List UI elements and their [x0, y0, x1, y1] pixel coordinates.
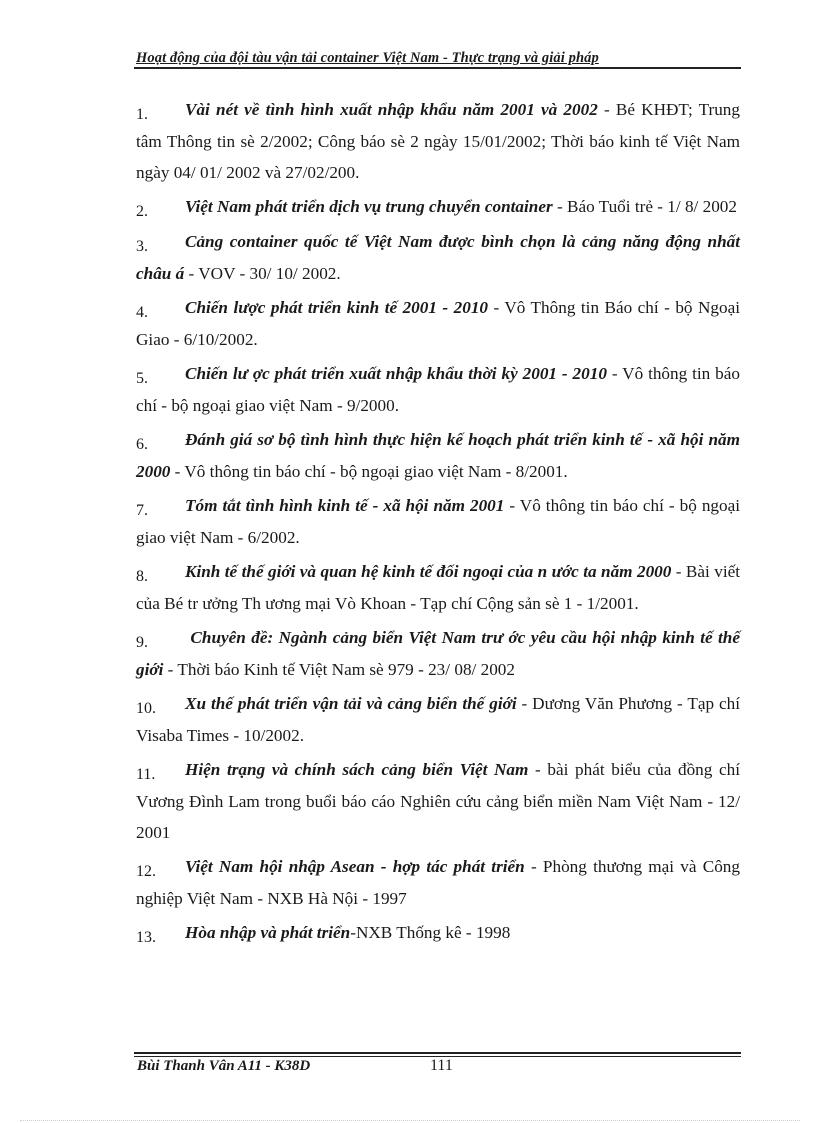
reference-item	[136, 556, 740, 619]
reference-item	[136, 226, 740, 289]
reference-item	[136, 424, 740, 487]
reference-number: 10.	[136, 700, 156, 717]
reference-title: Hiện trạng và chính sách cảng biển Việt Nam	[185, 760, 529, 779]
reference-source: - VOV - 30/ 10/ 2002.	[184, 264, 341, 283]
reference-number: 9.	[136, 634, 148, 651]
reference-title: Kinh tế thế giới và quan hệ kinh tế đối ngoại của n ước ta năm 2000	[185, 562, 672, 581]
reference-item	[136, 917, 740, 949]
reference-number: 13.	[136, 929, 156, 946]
reference-title: Chiến lược phát triển kinh tế 2001 - 2010	[185, 298, 489, 317]
reference-title: Tóm tắt tình hình kinh tế - xã hội năm 2001	[185, 496, 505, 515]
reference-number: 4.	[136, 304, 148, 321]
footer-rule	[134, 1052, 741, 1054]
reference-source: - bài phát biểu của đồng chí Vương Đình Lam trong buổi báo cáo Nghiên cứu cảng biển miền Nam Việt Nam - 12/ 2001	[136, 760, 740, 842]
reference-number: 12.	[136, 863, 156, 880]
reference-item	[136, 851, 740, 914]
reference-number: 5.	[136, 370, 148, 387]
page-number: 111	[430, 1057, 453, 1074]
reference-title: Hòa nhập và phát triển	[185, 923, 351, 942]
reference-source: -NXB Thống kê - 1998	[350, 923, 511, 942]
reference-item	[136, 358, 740, 421]
reference-source: - Phòng thương mại và Công nghiệp Việt Nam - NXB Hà Nội - 1997	[136, 857, 740, 908]
reference-list	[136, 94, 740, 952]
reference-item	[136, 754, 740, 848]
reference-source: - Vô Thông tin Báo chí - bộ Ngoại Giao - 6/10/2002.	[136, 298, 740, 349]
reference-number: 2.	[136, 203, 148, 220]
reference-item	[136, 622, 740, 685]
reference-source: - Vô thông tin báo chí - bộ ngoại giao việt Nam - 6/2002.	[136, 496, 741, 547]
reference-number: 11.	[136, 766, 156, 783]
reference-title: Chuyên đề: Ngành cảng biển Việt Nam trư ớc yêu cầu hội nhập kinh tế thế giới	[136, 628, 740, 679]
reference-number: 7.	[136, 502, 148, 519]
reference-title: Việt Nam hội nhập Asean - hợp tác phát triển	[185, 857, 525, 876]
reference-source: - Thời báo Kinh tế Việt Nam sè 979 - 23/ 08/ 2002	[163, 660, 515, 679]
reference-source: - Vô thông tin báo chí - bộ ngoại giao việt Nam - 9/2000.	[136, 364, 740, 415]
reference-source: - Bài viết của Bé tr ưởng Th ương mại Vò Khoan - Tạp chí Cộng sản sè 1 - 1/2001.	[136, 562, 741, 613]
reference-title: Vài nét về tình hình xuất nhập khẩu năm 2001 và 2002	[185, 100, 598, 119]
reference-item	[136, 688, 740, 751]
reference-number: 6.	[136, 436, 148, 453]
reference-title: Xu thế phát triển vận tải và cảng biển thế giới	[185, 694, 517, 713]
reference-title: Đánh giá sơ bộ tình hình thực hiện kế hoạch phát triển kinh tế - xã hội năm 2000	[136, 430, 740, 481]
header-rule	[134, 67, 741, 69]
reference-number: 3.	[136, 238, 148, 255]
reference-title: Chiến lư ợc phát triển xuất nhập khẩu thời kỳ 2001 - 2010	[185, 364, 607, 383]
reference-item	[136, 94, 740, 188]
footer-author: Bùi Thanh Vân A11 - K38D	[137, 1058, 311, 1074]
reference-title: Việt Nam phát triển dịch vụ trung chuyển container	[185, 197, 553, 216]
reference-source: - Vô thông tin báo chí - bộ ngoại giao việt Nam - 8/2001.	[170, 462, 568, 481]
reference-item	[136, 292, 740, 355]
reference-source: - Báo Tuổi trẻ - 1/ 8/ 2002	[552, 197, 737, 216]
reference-source: - Bé KHĐT; Trung tâm Thông tin sè 2/2002; Công báo sè 2 ngày 15/01/2002; Thời báo kinh tế Việt Nam ngày 04/ 01/ 2002 và 27/02/200.	[136, 100, 740, 182]
page-edge-dotted-line	[20, 1120, 800, 1121]
running-header: Hoạt động của đội tàu vận tải container Việt Nam - Thực trạng và giải pháp	[136, 50, 599, 66]
reference-number: 1.	[136, 106, 148, 123]
reference-item	[136, 490, 740, 553]
reference-item	[136, 191, 740, 223]
reference-source: - Dương Văn Phương - Tạp chí Visaba Times - 10/2002.	[136, 694, 740, 745]
reference-number: 8.	[136, 568, 148, 585]
reference-title: Cảng container quốc tế Việt Nam được bình chọn là cảng năng động nhất châu á	[136, 232, 740, 283]
